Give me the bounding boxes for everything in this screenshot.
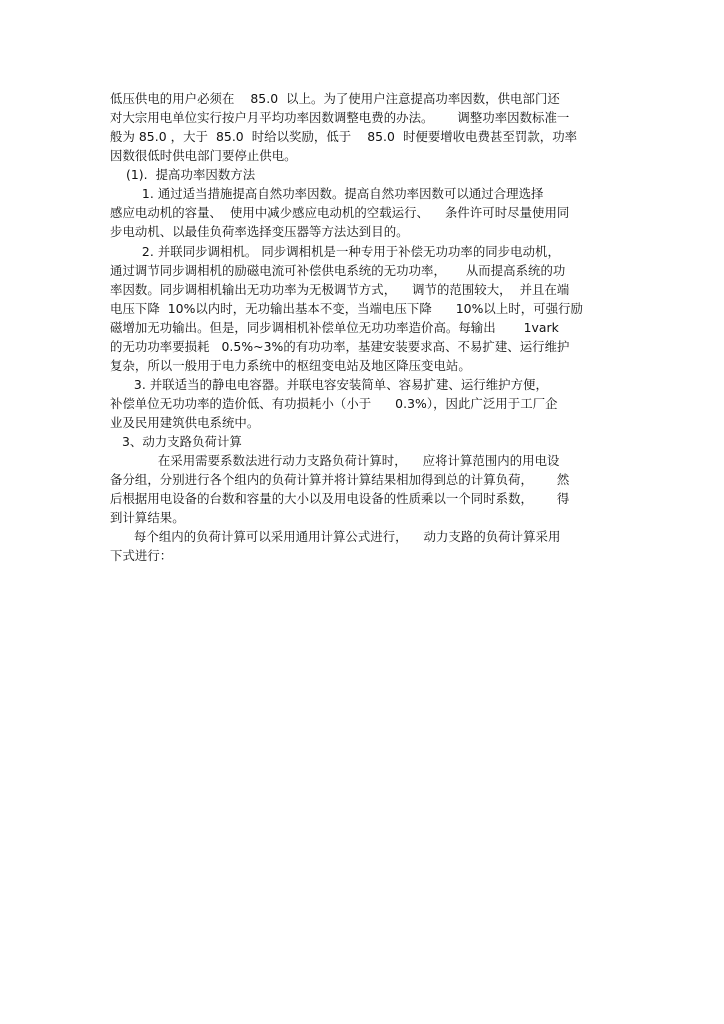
text-line: 3. 并联适当的静电电容器。并联电容安装简单、容易扩建、运行维护方便， [110, 377, 548, 392]
text-line: 1. 通过适当措施提高自然功率因数。提高自然功率因数可以通过合理选择 [110, 186, 544, 201]
text-line: 磁增加无功输出。但是，同步调相机补偿单位无功功率造价高。每输出 1vark [110, 320, 559, 335]
text-line: 下式进行： [110, 548, 173, 563]
text-line: 备分组，分别进行各个组内的负荷计算并将计算结果相加得到总的计算负荷， 然 [110, 472, 570, 487]
text-line: 补偿单位无功功率的造价低、有功损耗小（小于 0.3%），因此广泛用于工厂企 [110, 396, 558, 411]
text-line: 低压供电的用户必须在 85.0 以上。为了使用户注意提高功率因数，供电部门还 [110, 91, 560, 106]
text-line: 的无功功率要损耗 0.5%~3%的有功功率，基建安装要求高、不易扩建、运行维护 [110, 339, 570, 354]
text-line: 每个组内的负荷计算可以采用通用计算公式进行， 动力支路的负荷计算采用 [110, 529, 561, 544]
text-line: 后根据用电设备的台数和容量的大小以及用电设备的性质乘以一个同时系数， 得 [110, 491, 570, 506]
text-line: 般为 85.0 ，大于 85.0 时给以奖励，低于 85.0 时便要增收电费甚至罚款，功率 [110, 129, 578, 144]
text-line: 率因数。同步调相机输出无功功率为无极调节方式， 调节的范围较大， 并且在端 [110, 282, 570, 297]
text-line: 感应电动机的容量、 使用中减少感应电动机的空载运行、 条件许可时尽量使用同 [110, 205, 570, 220]
section-heading: (1). 提高功率因数方法 [110, 167, 256, 182]
section-heading: 3、动力支路负荷计算 [110, 434, 242, 449]
text-line: 电压下降 10%以内时，无功输出基本不变，当端电压下降 10%以上时，可强行励 [110, 301, 583, 316]
text-line: 步电动机、以最佳负荷率选择变压器等方法达到目的。 [110, 224, 409, 239]
text-line: 对大宗用电单位实行按户月平均功率因数调整电费的办法。 调整功率因数标准一 [110, 110, 570, 125]
text-line: 复杂，所以一般用于电力系统中的枢纽变电站及地区降压变电站。 [110, 358, 471, 373]
text-line: 因数很低时供电部门要停止供电。 [110, 148, 297, 163]
text-line: 通过调节同步调相机的励磁电流可补偿供电系统的无功功率， 从而提高系统的功 [110, 263, 566, 278]
text-line: 业及民用建筑供电系统中。 [110, 415, 260, 430]
text-line: 2. 并联同步调相机。 同步调相机是一种专用于补偿无功功率的同步电动机， [110, 244, 560, 259]
text-line: 到计算结果。 [110, 510, 185, 525]
text-line: 在采用需要系数法进行动力支路负荷计算时， 应将计算范围内的用电设 [110, 453, 560, 468]
